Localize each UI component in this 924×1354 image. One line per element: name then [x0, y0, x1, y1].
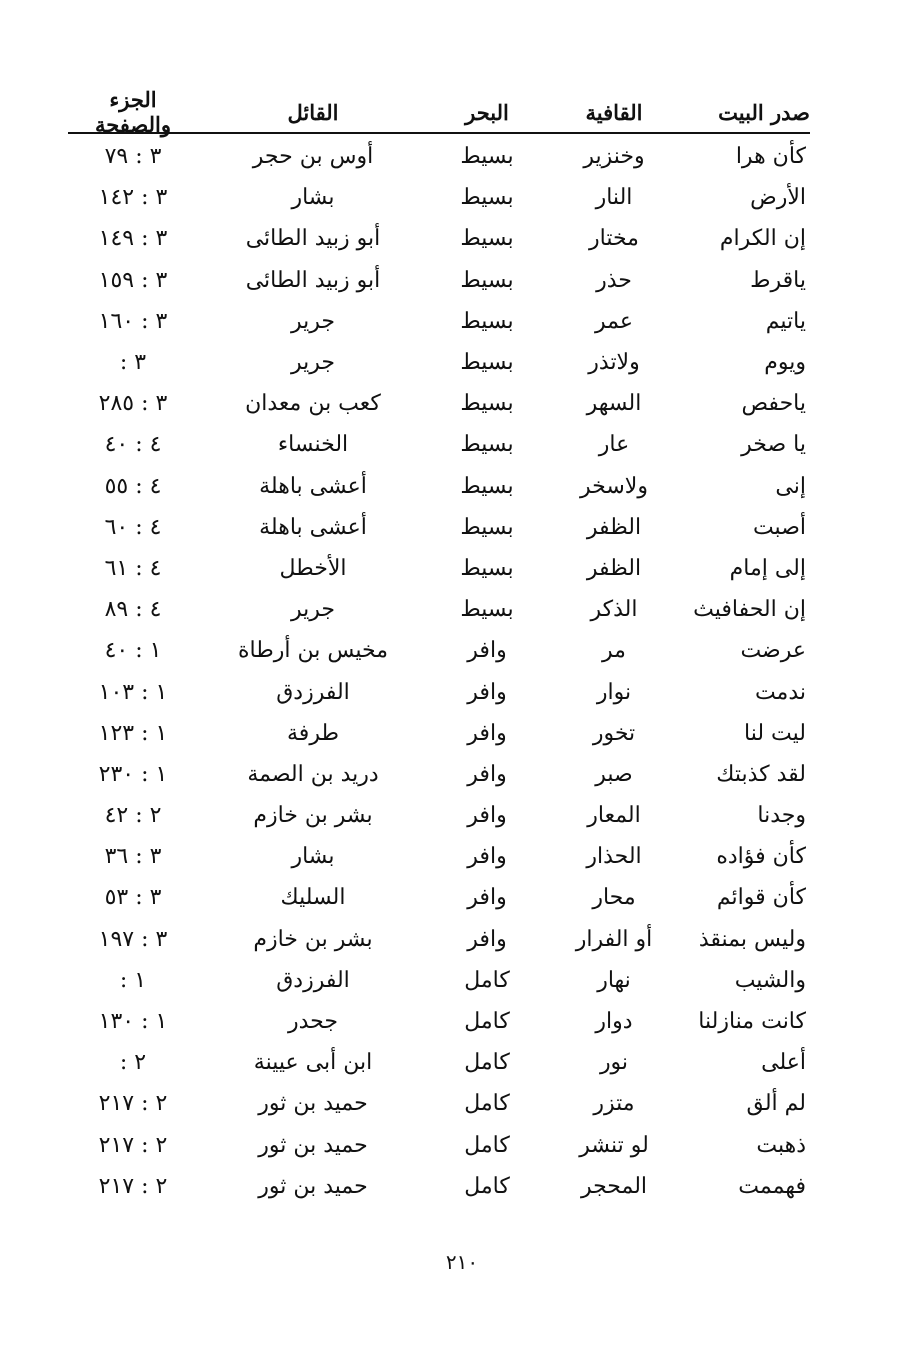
volume-page-cell: ٤ : ٨٩ — [104, 597, 162, 623]
poet-cell: مخيس بن أرطاة — [237, 638, 388, 664]
poet-cell: بشر بن خازم — [253, 803, 373, 829]
volume-page-cell: ٢ : ٢١٧ — [98, 1173, 168, 1199]
rhyme-cell: نوار — [596, 679, 632, 705]
table-row — [68, 136, 810, 177]
rhyme-cell: الظفر — [586, 555, 642, 581]
rhyme-cell: محار — [592, 885, 636, 911]
verse-start-cell: أعلى — [761, 1050, 806, 1076]
poet-cell: الأخطل — [279, 555, 347, 581]
rhyme-cell: متزر — [593, 1091, 635, 1117]
rhyme-cell: مر — [602, 638, 626, 664]
verse-start-cell: لقد كذبتك — [716, 761, 806, 787]
rhyme-cell: الحذار — [586, 844, 642, 870]
verse-start-cell: إن الكرام — [719, 226, 806, 252]
poet-cell: بشار — [291, 185, 335, 211]
verse-start-cell: لم ألق — [746, 1091, 806, 1117]
rhyme-cell: ولاسخر — [580, 473, 648, 499]
verse-start-cell: ندمت — [754, 679, 806, 705]
meter-cell: كامل — [464, 1173, 510, 1199]
verse-start-cell: إن الحفافيث — [693, 597, 806, 623]
meter-cell: بسيط — [460, 226, 514, 252]
header-verse-start: صدر البيت — [718, 99, 810, 125]
volume-page-cell: ٢ : ٢١٧ — [98, 1132, 168, 1158]
volume-page-cell: ٣ : ٧٩ — [104, 144, 162, 170]
table-row — [68, 218, 810, 259]
meter-cell: بسيط — [460, 432, 514, 458]
verse-start-cell: وليس بمنقذ — [698, 926, 806, 952]
volume-page-cell: ٣ : ٣٦ — [104, 844, 162, 870]
poet-cell: دريد بن الصمة — [247, 761, 379, 787]
poet-cell: حميد بن ثور — [258, 1091, 368, 1117]
poet-cell: حميد بن ثور — [258, 1173, 368, 1199]
meter-cell: بسيط — [460, 391, 514, 417]
header-poet: القائل — [287, 99, 339, 125]
volume-page-cell: ٣ : — [119, 350, 147, 376]
meter-cell: كامل — [464, 1009, 510, 1035]
verse-start-cell: ليت لنا — [744, 720, 806, 746]
meter-cell: بسيط — [460, 597, 514, 623]
meter-cell: وافر — [467, 926, 507, 952]
table-body — [68, 134, 810, 1207]
rhyme-cell: المعار — [587, 803, 641, 829]
volume-page-cell: ٣ : ١٤٢ — [98, 185, 168, 211]
verse-start-cell: إلى إمام — [729, 555, 806, 581]
poet-cell: بشر بن خازم — [253, 926, 373, 952]
volume-page-cell: ٢ : ٢١٧ — [98, 1091, 168, 1117]
header-meter: البحر — [465, 99, 509, 125]
poet-cell: كعب بن معدان — [245, 391, 381, 417]
table-row — [68, 342, 810, 383]
table-row — [68, 1042, 810, 1083]
verse-start-cell: والشيب — [734, 967, 806, 993]
meter-cell: كامل — [464, 1132, 510, 1158]
page-number: ٢١٠ — [445, 1250, 479, 1274]
table-row — [68, 754, 810, 795]
rhyme-cell: حذر — [596, 267, 632, 293]
volume-page-cell: ٣ : ١٩٧ — [98, 926, 168, 952]
table-row — [68, 383, 810, 424]
table-row — [68, 424, 810, 465]
verse-start-cell: كأن هرا — [735, 144, 806, 170]
poet-cell: أبو زبيد الطائى — [245, 267, 381, 293]
meter-cell: وافر — [467, 679, 507, 705]
poet-cell: الفرزدق — [276, 967, 350, 993]
table-row — [68, 548, 810, 589]
table-row — [68, 301, 810, 342]
meter-cell: وافر — [467, 720, 507, 746]
poet-cell: أوس بن حجر — [252, 144, 374, 170]
volume-page-cell: ٣ : ١٤٩ — [98, 226, 168, 252]
meter-cell: وافر — [467, 638, 507, 664]
meter-cell: كامل — [464, 967, 510, 993]
rhyme-cell: نور — [599, 1050, 629, 1076]
table-header — [68, 87, 810, 137]
rhyme-cell: الظفر — [586, 514, 642, 540]
rhyme-cell: عمر — [595, 308, 633, 334]
poet-cell: الخنساء — [277, 432, 349, 458]
rhyme-cell: لو تنشر — [579, 1132, 649, 1158]
rhyme-cell: أو الفرار — [575, 926, 653, 952]
rhyme-cell: تخور — [592, 720, 636, 746]
volume-page-cell: ٣ : ٥٣ — [104, 885, 162, 911]
poet-cell: جحدر — [288, 1009, 338, 1035]
table-row — [68, 960, 810, 1001]
volume-page-cell: ٣ : ١٥٩ — [98, 267, 168, 293]
verse-index-table — [68, 87, 810, 1207]
verse-start-cell: الأرض — [750, 185, 806, 211]
volume-page-cell: ٤ : ٦٠ — [104, 514, 162, 540]
table-row — [68, 836, 810, 877]
volume-page-cell: ٤ : ٥٥ — [104, 473, 162, 499]
poet-cell: الفرزدق — [276, 679, 350, 705]
poet-cell: جرير — [291, 350, 335, 376]
rhyme-cell: صبر — [595, 761, 633, 787]
verse-start-cell: يا صخر — [741, 432, 806, 458]
rhyme-cell: عار — [598, 432, 630, 458]
volume-page-cell: ١ : — [119, 967, 147, 993]
volume-page-cell: ١ : ١٢٣ — [98, 720, 168, 746]
rhyme-cell: الذكر — [590, 597, 638, 623]
meter-cell: بسيط — [460, 473, 514, 499]
verse-start-cell: ويوم — [764, 350, 806, 376]
volume-page-cell: ٢ : — [119, 1050, 147, 1076]
volume-page-cell: ٢ : ٤٢ — [104, 803, 162, 829]
verse-start-cell: فهممت — [738, 1173, 806, 1199]
meter-cell: بسيط — [460, 308, 514, 334]
poet-cell: بشار — [291, 844, 335, 870]
table-row — [68, 177, 810, 218]
verse-start-cell: ذهبت — [756, 1132, 806, 1158]
meter-cell: بسيط — [460, 350, 514, 376]
rhyme-cell: المحجر — [580, 1173, 648, 1199]
rhyme-cell: مختار — [589, 226, 639, 252]
verse-start-cell: وجدنا — [757, 803, 806, 829]
meter-cell: كامل — [464, 1091, 510, 1117]
meter-cell: بسيط — [460, 144, 514, 170]
volume-page-cell: ١ : ١٠٣ — [98, 679, 168, 705]
verse-start-cell: كأن قوائم — [716, 885, 806, 911]
table-row — [68, 1001, 810, 1042]
meter-cell: وافر — [467, 844, 507, 870]
table-row — [68, 713, 810, 754]
table-row — [68, 1125, 810, 1166]
table-row — [68, 919, 810, 960]
volume-page-cell: ٣ : ٢٨٥ — [98, 391, 168, 417]
verse-start-cell: كأن فؤاده — [716, 844, 806, 870]
poet-cell: أعشى باهلة — [259, 473, 367, 499]
volume-page-cell: ١ : ٢٣٠ — [98, 761, 168, 787]
poet-cell: طرفة — [287, 720, 339, 746]
meter-cell: بسيط — [460, 267, 514, 293]
rhyme-cell: ولاتذر — [588, 350, 640, 376]
table-row — [68, 507, 810, 548]
verse-start-cell: إنى — [775, 473, 806, 499]
poet-cell: السليك — [280, 885, 346, 911]
header-volume-page: الجزء والصفحة — [94, 87, 172, 137]
rhyme-cell: النار — [595, 185, 633, 211]
table-row — [68, 260, 810, 301]
poet-cell: ابن أبى عيينة — [253, 1050, 373, 1076]
rhyme-cell: نهار — [597, 967, 631, 993]
verse-start-cell: ياحفص — [741, 391, 806, 417]
verse-start-cell: أصبت — [752, 514, 806, 540]
meter-cell: بسيط — [460, 514, 514, 540]
verse-start-cell: عرضت — [740, 638, 806, 664]
poet-cell: حميد بن ثور — [258, 1132, 368, 1158]
table-row — [68, 1083, 810, 1124]
verse-start-cell: ياتيم — [765, 308, 806, 334]
table-row — [68, 466, 810, 507]
rhyme-cell: وخنزير — [583, 144, 645, 170]
poet-cell: أعشى باهلة — [259, 514, 367, 540]
meter-cell: بسيط — [460, 185, 514, 211]
table-row — [68, 1166, 810, 1207]
meter-cell: بسيط — [460, 555, 514, 581]
meter-cell: كامل — [464, 1050, 510, 1076]
meter-cell: وافر — [467, 803, 507, 829]
header-rhyme: القافية — [585, 99, 643, 125]
table-row — [68, 630, 810, 671]
verse-start-cell: كانت منازلنا — [698, 1009, 806, 1035]
volume-page-cell: ١ : ١٣٠ — [98, 1009, 168, 1035]
volume-page-cell: ٣ : ١٦٠ — [98, 308, 168, 334]
rhyme-cell: السهر — [586, 391, 642, 417]
rhyme-cell: دوار — [595, 1009, 633, 1035]
poet-cell: جرير — [291, 597, 335, 623]
volume-page-cell: ٤ : ٤٠ — [104, 432, 162, 458]
poet-cell: جرير — [291, 308, 335, 334]
volume-page-cell: ٤ : ٦١ — [104, 555, 162, 581]
meter-cell: وافر — [467, 761, 507, 787]
volume-page-cell: ١ : ٤٠ — [104, 638, 162, 664]
table-row — [68, 589, 810, 630]
verse-start-cell: ياقرط — [750, 267, 806, 293]
poet-cell: أبو زبيد الطائى — [245, 226, 381, 252]
meter-cell: وافر — [467, 885, 507, 911]
table-row — [68, 795, 810, 836]
table-row — [68, 877, 810, 918]
table-row — [68, 671, 810, 712]
